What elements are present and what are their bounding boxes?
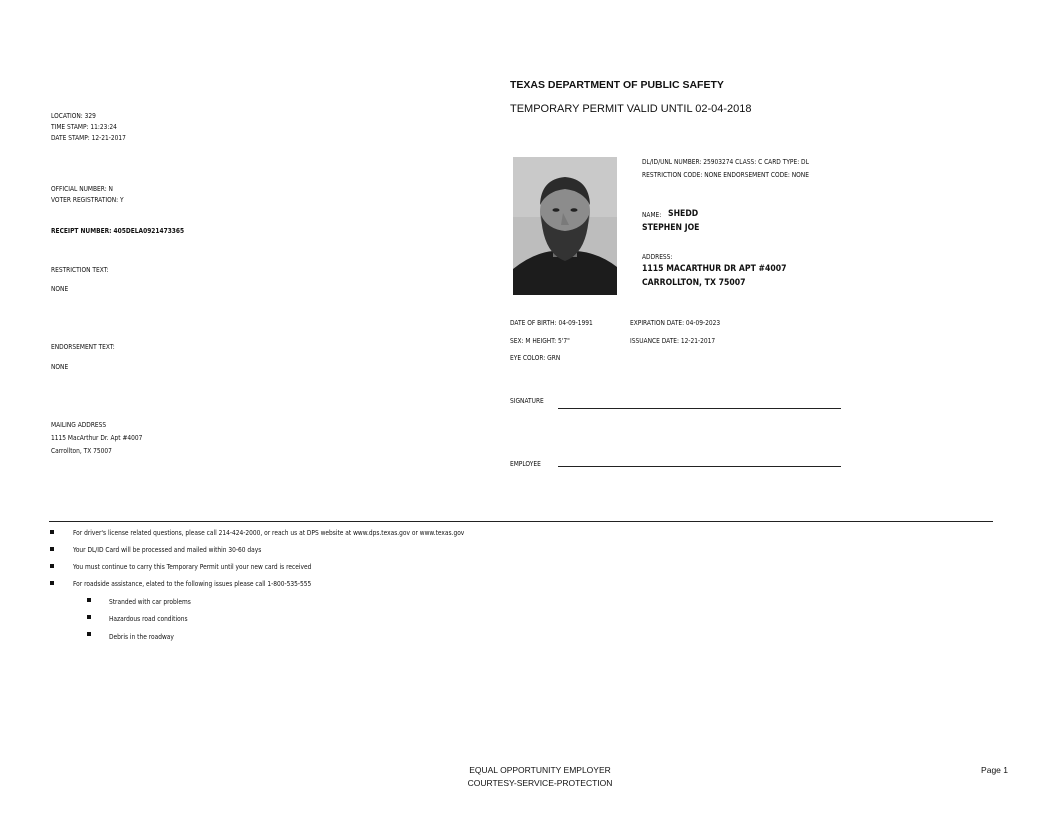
time-stamp: TIME STAMP: 11:23:24 bbox=[51, 122, 117, 131]
bullet-icon bbox=[50, 530, 54, 534]
mailing-address-label: MAILING ADDRESS bbox=[51, 420, 107, 429]
signature-line bbox=[558, 408, 841, 409]
code-line: RESTRICTION CODE: NONE ENDORSEMENT CODE: NONE bbox=[642, 170, 809, 179]
mailing-address-line1: 1115 MacArthur Dr. Apt #4007 bbox=[51, 433, 143, 442]
eye-color: EYE COLOR: GRN bbox=[510, 353, 561, 362]
footer-line2: COURTESY-SERVICE-PROTECTION bbox=[467, 778, 613, 788]
page-number: Page 1 bbox=[981, 765, 1008, 775]
address-line2: CARROLLTON, TX 75007 bbox=[642, 278, 746, 288]
restriction-text-value: NONE bbox=[51, 284, 69, 293]
bullet-icon bbox=[87, 632, 91, 636]
list-item: For driver's license related questions, please call 214-424-2000, or reach us at DPS website at www.dps.texas.gov or www.texas.gov bbox=[73, 528, 465, 537]
footer-line1: EQUAL OPPORTUNITY EMPLOYER bbox=[469, 765, 611, 775]
name-first: STEPHEN JOE bbox=[642, 223, 700, 233]
receipt-number: RECEIPT NUMBER: 405DELA0921473365 bbox=[51, 226, 185, 235]
restriction-text-label: RESTRICTION TEXT: bbox=[51, 265, 109, 274]
name-last: SHEDD bbox=[668, 209, 699, 219]
voter-registration: VOTER REGISTRATION: Y bbox=[51, 195, 124, 204]
sub-list-item: Debris in the roadway bbox=[109, 632, 174, 641]
name-label: NAME: bbox=[642, 210, 662, 219]
bullet-icon bbox=[50, 547, 54, 551]
section-divider bbox=[49, 521, 993, 522]
bullet-icon bbox=[87, 598, 91, 602]
bullet-icon bbox=[87, 615, 91, 619]
employee-label: EMPLOYEE bbox=[510, 459, 541, 468]
bullet-icon bbox=[50, 564, 54, 568]
date-of-birth: DATE OF BIRTH: 04-09-1991 bbox=[510, 318, 593, 327]
endorsement-text-value: NONE bbox=[51, 362, 69, 371]
dl-number-line: DL/ID/UNL NUMBER: 25903274 CLASS: C CARD TYPE: DL bbox=[642, 157, 809, 166]
sub-list-item: Stranded with car problems bbox=[109, 597, 191, 606]
sex-height: SEX: M HEIGHT: 5'7" bbox=[510, 336, 570, 345]
date-stamp: DATE STAMP: 12-21-2017 bbox=[51, 133, 126, 142]
sub-list-item: Hazardous road conditions bbox=[109, 614, 188, 623]
list-item: You must continue to carry this Temporary Permit until your new card is received bbox=[73, 562, 312, 571]
employee-line bbox=[558, 466, 841, 467]
issuance-date: ISSUANCE DATE: 12-21-2017 bbox=[630, 336, 716, 345]
location: LOCATION: 329 bbox=[51, 111, 96, 120]
bullet-icon bbox=[50, 581, 54, 585]
portrait-photo bbox=[513, 157, 617, 295]
list-item: For roadside assistance, elated to the following issues please call 1-800-535-555 bbox=[73, 579, 312, 588]
address-line1: 1115 MACARTHUR DR APT #4007 bbox=[642, 264, 787, 274]
mailing-address-line2: Carrollton, TX 75007 bbox=[51, 446, 112, 455]
address-label: ADDRESS: bbox=[642, 252, 673, 261]
agency-title: TEXAS DEPARTMENT OF PUBLIC SAFETY bbox=[510, 79, 724, 91]
signature-label: SIGNATURE bbox=[510, 396, 544, 405]
expiration-date: EXPIRATION DATE: 04-09-2023 bbox=[630, 318, 721, 327]
official-number: OFFICIAL NUMBER: N bbox=[51, 184, 113, 193]
permit-validity: TEMPORARY PERMIT VALID UNTIL 02-04-2018 bbox=[510, 103, 752, 115]
endorsement-text-label: ENDORSEMENT TEXT: bbox=[51, 342, 115, 351]
list-item: Your DL/ID Card will be processed and mailed within 30-60 days bbox=[73, 545, 262, 554]
